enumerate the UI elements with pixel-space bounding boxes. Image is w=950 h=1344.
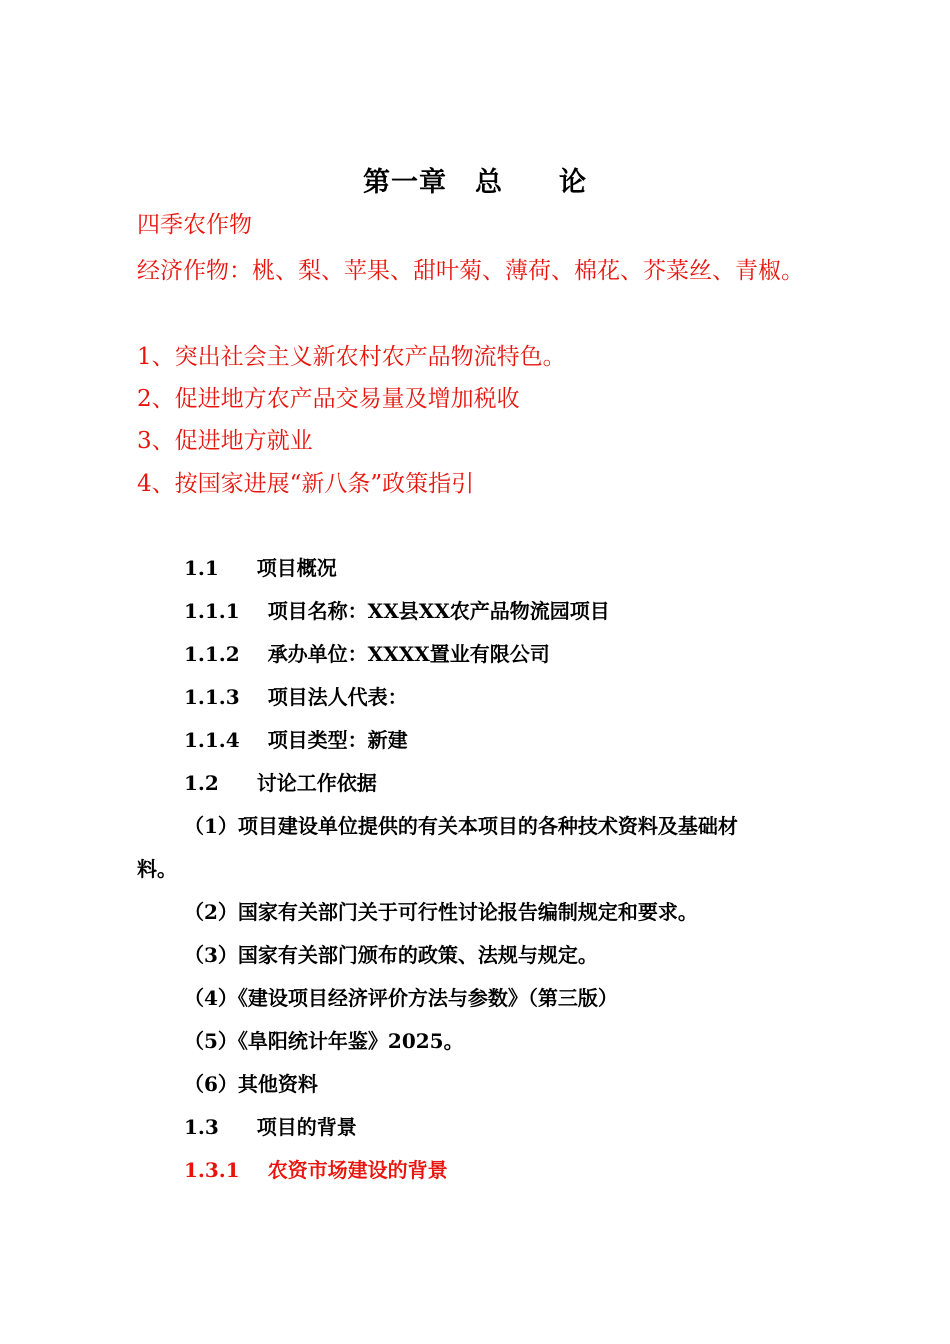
section-number: 1.1.4 <box>184 728 240 752</box>
section-1-1-3 <box>184 681 408 710</box>
section-1-3 <box>184 1111 357 1140</box>
section-1-1-4 <box>184 724 408 753</box>
section-heading: 讨论工作依据 <box>256 771 377 795</box>
goal-item-2: 2、促进地方农产品交易量及增加税收 <box>137 386 520 412</box>
basis-item-2: （2）国家有关部门关于可行性讨论报告编制规定和要求。 <box>184 900 698 924</box>
section-heading: 项目名称：XX县XX农产品物流园项目 <box>267 599 610 623</box>
basis-item-5: （5）《阜阳统计年鉴》2025。 <box>184 1029 464 1053</box>
section-1-1-2 <box>184 638 550 667</box>
chapter-title: 第一章 总 论 <box>363 167 587 198</box>
section-number: 1.2 <box>184 771 219 795</box>
goal-item-3: 3、促进地方就业 <box>137 428 313 454</box>
basis-item-6: （6）其他资料 <box>184 1072 318 1096</box>
section-1-2 <box>184 767 377 796</box>
section-1-1 <box>184 552 337 581</box>
section-number: 1.3.1 <box>184 1158 240 1182</box>
basis-item-1-line-2: 料。 <box>137 857 177 881</box>
basis-item-1-line-1: （1）项目建设单位提供的有关本项目的各种技术资料及基础材 <box>184 814 738 838</box>
section-1-1-1 <box>184 595 610 624</box>
section-heading: 项目法人代表： <box>267 685 408 709</box>
basis-item-4: （4）《建设项目经济评价方法与参数》（第三版） <box>184 986 618 1010</box>
section-heading: 承办单位：XXXX置业有限公司 <box>267 642 550 666</box>
section-number: 1.1.2 <box>184 642 240 666</box>
cash-crops-line: 经济作物：桃、梨、苹果、甜叶菊、薄荷、棉花、芥菜丝、青椒。 <box>137 258 804 284</box>
goal-item-1: 1、突出社会主义新农村农产品物流特色。 <box>137 344 566 370</box>
section-1-3-1 <box>184 1154 448 1183</box>
section-heading: 农资市场建设的背景 <box>267 1158 448 1182</box>
section-number: 1.1.1 <box>184 599 240 623</box>
section-heading: 项目的背景 <box>256 1115 357 1139</box>
section-heading: 项目类型：新建 <box>267 728 408 752</box>
crops-heading: 四季农作物 <box>137 212 252 238</box>
section-number: 1.1.3 <box>184 685 240 709</box>
section-number: 1.1 <box>184 556 219 580</box>
section-number: 1.3 <box>184 1115 219 1139</box>
goal-item-4: 4、按国家进展“新八条”政策指引 <box>137 471 475 497</box>
basis-item-3: （3）国家有关部门颁布的政策、法规与规定。 <box>184 943 598 967</box>
section-heading: 项目概况 <box>256 556 337 580</box>
